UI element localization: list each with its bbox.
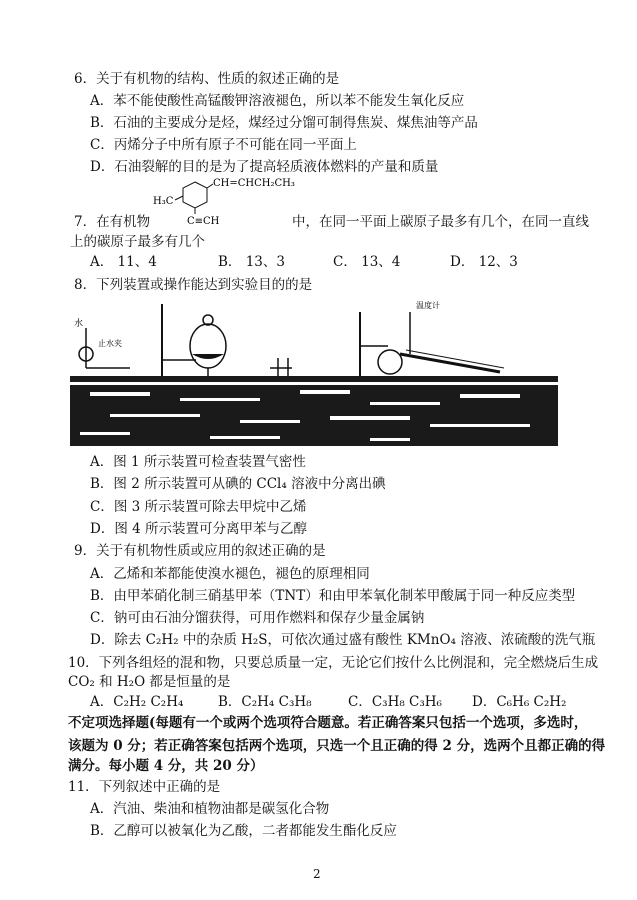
q10-stem-a: 10．下列各组烃的混和物，只要总质量一定，无论它们按什么比例混和，完全燃烧后生成 — [68, 655, 599, 671]
q8-option-c: C．图 3 所示装置可除去甲烷中乙烯 — [90, 499, 307, 515]
q8-stem: 8．下列装置或操作能达到实验目的的是 — [74, 277, 313, 293]
q6-option-d: D．石油裂解的目的是为了提高轻质液体燃料的产量和质量 — [90, 159, 439, 175]
q8-option-b: B．图 2 所示装置可从碘的 CCl₄ 溶液中分离出碘 — [90, 476, 386, 492]
instructions-line-3: 满分。每小题 4 分，共 20 分） — [68, 758, 264, 774]
page-number: 2 — [313, 867, 321, 881]
q10-option-c: C．C₃H₈ C₃H₆ — [348, 694, 442, 710]
q9-option-c: C．钠可由石油分馏获得，可用作燃料和保存少量金属钠 — [90, 610, 425, 626]
q8-option-d: D．图 4 所示装置可分离甲苯与乙醇 — [90, 521, 307, 537]
q7-stem-c: 上的碳原子最多有几个 — [70, 234, 205, 250]
q9-stem: 9．关于有机物性质或应用的叙述正确的是 — [74, 543, 326, 559]
organic-structure-figure — [145, 176, 295, 226]
label-clamp: 止水夹 — [98, 339, 122, 348]
instructions-line-2: 该题为 0 分；若正确答案包括两个选项，只选一个且正确的得 2 分，选两个且都正确的得 — [68, 738, 606, 754]
q9-option-b: B．由甲苯硝化制三硝基甲苯（TNT）和由甲苯氧化制苯甲酸属于同一种反应类型 — [90, 588, 576, 604]
q6-stem: 6．关于有机物的结构、性质的叙述正确的是 — [74, 71, 340, 87]
q7-stem-a: 7．在有机物 — [74, 214, 151, 230]
struct-top-label: CH=CHCH₂CH₃ — [213, 178, 295, 189]
q6-option-a: A．苯不能使酸性高锰酸钾溶液褪色，所以苯不能发生氧化反应 — [90, 93, 465, 109]
q10-option-b: B．C₂H₄ C₃H₈ — [218, 694, 312, 710]
q6-option-b: B．石油的主要成分是烃，煤经过分馏可制得焦炭、煤焦油等产品 — [90, 115, 478, 131]
q11-option-a: A．汽油、柴油和植物油都是碳氢化合物 — [90, 801, 330, 817]
q9-option-a: A．乙烯和苯都能使溴水褪色，褪色的原理相同 — [90, 566, 370, 582]
q7-option-a: A． 11、4 — [90, 254, 157, 270]
q7-option-d: D． 12、3 — [450, 254, 518, 270]
q10-stem-b: CO₂ 和 H₂O 都是恒量的是 — [68, 674, 231, 690]
q6-option-c: C．丙烯分子中所有原子不可能在同一平面上 — [90, 137, 357, 153]
label-water: 水 — [74, 319, 84, 329]
q7-option-c: C． 13、4 — [333, 254, 401, 270]
struct-bottom-label: C≡CH — [187, 216, 220, 226]
q11-option-b: B．乙醇可以被氧化为乙酸，二者都能发生酯化反应 — [90, 823, 397, 839]
instructions-line-1: 不定项选择题(每题有一个或两个选项符合题意。若正确答案只包括一个选项，多选时， — [68, 715, 588, 731]
label-thermometer: 温度计 — [416, 301, 440, 310]
q10-option-d: D．C₆H₆ C₂H₂ — [472, 694, 567, 710]
q10-option-a: A．C₂H₂ C₂H₄ — [90, 694, 184, 710]
q9-option-d: D．除去 C₂H₂ 中的杂质 H₂S，可依次通过盛有酸性 KMnO₄ 溶液、浓硫酸的洗气瓶 — [90, 632, 596, 648]
q7-option-b: B． 13、3 — [218, 254, 285, 270]
q8-option-a: A．图 1 所示装置可检查装置气密性 — [90, 454, 306, 470]
lab-apparatus-figure — [70, 298, 558, 446]
q11-stem: 11．下列叙述中正确的是 — [68, 779, 221, 795]
struct-left-label: H₃C — [153, 196, 174, 207]
q7-stem-b: 中，在同一平面上碳原子最多有几个，在同一直线 — [292, 214, 589, 230]
